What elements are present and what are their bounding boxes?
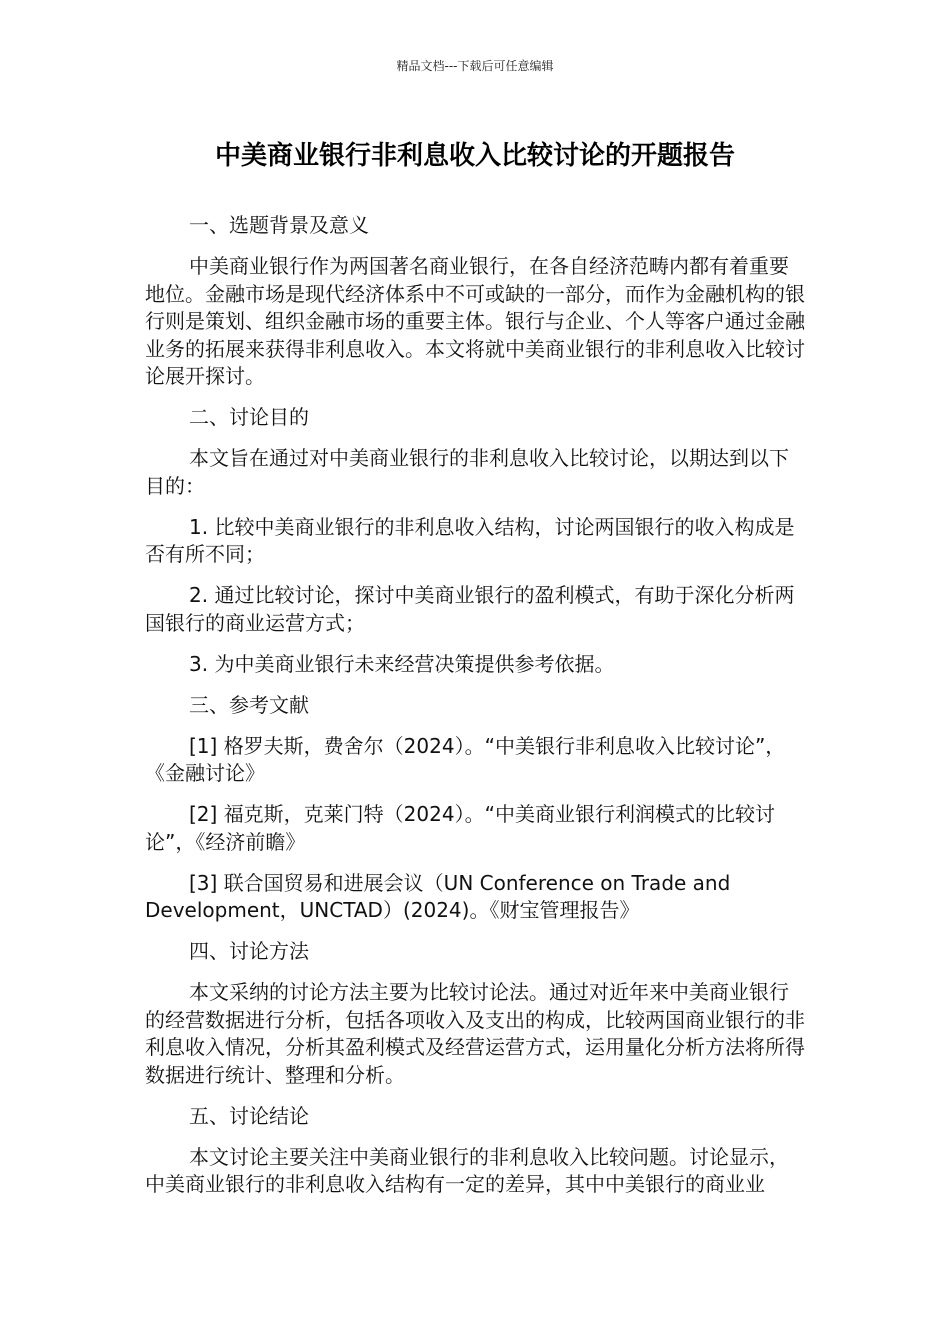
paragraph-purpose-intro: 本文旨在通过对中美商业银行的非利息收入比较讨论，以期达到以下目的： [145,446,789,498]
document-title: 中美商业银行非利息收入比较讨论的开题报告 [214,141,735,171]
document-body [145,212,805,1212]
section-heading-method: 四、讨论方法 [189,939,309,963]
section-heading-conclusion: 五、讨论结论 [189,1103,309,1128]
paragraph-background: 中美商业银行作为两国著名商业银行，在各自经济范畴内都有着重要地位。金融市场是现代经济体系中不可或缺的一部分，而作为金融机构的银行则是策划、组织金融市场的重要主体。银行与企业、个人等客户通过金融业务的拓展来获得非利息收入。本文将就中美商业银行的非利息收入比较讨论展开探讨。 [145,254,805,388]
reference-3: [3] 联合国贸易和进展会议（UN Conference on Trade and Development，UNCTAD）(2024)。《财宝管理报告》 [145,870,731,922]
section-heading-references: 三、参考文献 [189,692,309,717]
paragraph-method: 本文采纳的讨论方法主要为比较讨论法。通过对近年来中美商业银行的经营数据进行分析，包括各项收入及支出的构成，比较两国商业银行的非利息收入情况，分析其盈利模式及经营运营方式，运用量化分析方法将所得数据进行统计、整理和分析。 [145,980,805,1087]
purpose-item-2: 2. 通过比较讨论，探讨中美商业银行的盈利模式，有助于深化分析两国银行的商业运营方式； [145,583,795,635]
page-header: 精品文档---下载后可任意编辑 [396,59,554,73]
reference-1: [1] 格罗夫斯，费舍尔（2024）。“中美银行非利息收入比较讨论”，《金融讨论》 [145,733,786,785]
purpose-item-3: 3. 为中美商业银行未来经营决策提供参考依据。 [189,651,615,676]
section-heading-purpose: 二、讨论目的 [189,405,309,429]
paragraph-conclusion: 本文讨论主要关注中美商业银行的非利息收入比较问题。讨论显示，中美商业银行的非利息收入结构有一定的差异，其中中美银行的商业业 [145,1144,789,1196]
purpose-item-1: 1. 比较中美商业银行的非利息收入结构，讨论两国银行的收入构成是否有所不同； [145,514,795,566]
reference-2: [2] 福克斯，克莱门特（2024）。“中美商业银行利润模式的比较讨论”，《经济前瞻》 [145,802,775,854]
section-heading-background: 一、选题背景及意义 [189,213,369,237]
